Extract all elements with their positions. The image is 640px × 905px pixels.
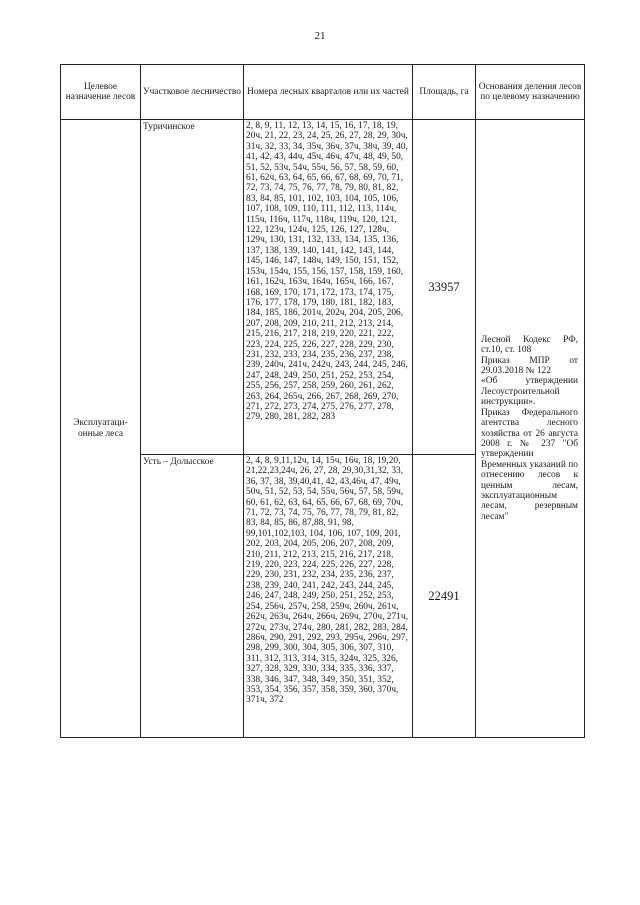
table-row bbox=[61, 120, 585, 455]
page-number: 21 bbox=[314, 30, 326, 42]
forestry-cell: Усть – Долысское bbox=[141, 455, 244, 738]
quarters-cell: 2, 8, 9, 11, 12, 13, 14, 15, 16, 17, 18, 19, 20ч, 21, 22, 23, 24, 25, 26, 27, 28, 29, 30ч, 31ч, 32, 33, 34, 35ч, 36ч, 37ч, 38ч, 39, 40, 41, 42, 43, 44ч, 45ч, 46ч, 47ч, 48, 49, 50, 51, 52, 53ч, 54ч, 55ч, 56, 57, 58, 59, 60, 61, 62ч, 63, 64, 65, 66, 67, 68, 69, 70, 71, 72, 73, 74, 75, 76, 77, 78, 79, 80, 81, 82, 83, 84, 85, 101, 102, 103, 104, 105, 106, 107, 108, 109, 110, 111, 112, 113, 114ч, 115ч, 116ч, 117ч, 118ч, 119ч, 120, 121, 122, 123ч, 124ч, 125, 126, 127, 128ч, 129ч, 130, 131, 132, 133, 134, 135, 136, 137, 138, 139, 140, 141, 142, 143, 144, 145, 146, 147, 148ч, 149, 150, 151, 152, 153ч, 154ч, 155, 156, 157, 158, 159, 160, 161, 162ч, 163ч, 164ч, 165ч, 166, 167, 168, 169, 170, 171, 172, 173, 174, 175, 176, 177, 178, 179, 180, 181, 182, 183, 184, 185, 186, 201ч, 202ч, 204, 205, 206, 207, 208, 209, 210, 211, 212, 213, 214, 215, 216, 217, 218, 219, 220, 221, 222, 223, 224, 225, 226, 227, 228, 229, 230, 231, 232, 233, 234, 235, 236, 237, 238, 239, 240ч, 241ч, 242ч, 243, 244, 245, 246, 247, 248, 249, 250, 251, 252, 253, 254, 255, 256, 257, 258, 259, 260, 261, 262, 263, 264, 265ч, 266, 267, 268, 269, 270, 271, 272, 273, 274, 275, 276, 277, 278, 279, 280, 281, 282, 283 bbox=[244, 120, 413, 455]
area-cell: 22491 bbox=[413, 455, 476, 738]
basis-line: Лесной Кодекс РФ, ст.10, ст. 108 bbox=[481, 334, 578, 356]
purpose-cell: Эксплуатаци-онные леса bbox=[61, 120, 141, 738]
area-cell: 33957 bbox=[413, 120, 476, 455]
header-area: Площадь, га bbox=[413, 65, 476, 120]
header-quarters: Номера лесных кварталов или их частей bbox=[244, 65, 413, 120]
basis-line: Приказ Федерального агентства лесного хозяйства от 26 августа 2008 г. № 237 "Об утверждении Временных указаний по отнесению лесов к ценным лесам, эксплуатационным лесам, резервным лесам" bbox=[481, 407, 578, 522]
header-basis: Основания деления лесов по целевому назначению bbox=[476, 65, 585, 120]
basis-line: Приказ МПР от 29.03.2018 № 122 bbox=[481, 355, 578, 377]
header-purpose: Целевое назначение лесов bbox=[61, 65, 141, 120]
basis-line: «Об утверждении Лесоустроительной инструкции». bbox=[481, 376, 578, 408]
basis-cell bbox=[476, 120, 585, 738]
table-header-row bbox=[61, 65, 585, 120]
header-forestry: Участковое лесничество bbox=[141, 65, 244, 120]
quarters-cell: 2, 4, 8, 9,11,12ч, 14, 15ч, 16ч, 18, 19,20, 21,22,23,24ч, 26, 27, 28, 29,30,31,32, 33, 36, 37, 38, 39,40,41, 42, 43,46ч, 47, 49ч, 50ч, 51, 52, 53, 54, 55ч, 56ч, 57, 58, 59ч, 60, 61, 62, 63, 64, 65, 66, 67, 68, 69, 70ч, 71, 72, 73, 74, 75, 76, 77, 78, 79, 81, 82, 83, 84, 85, 86, 87,88, 91, 98, 99,101,102,103, 104, 106, 107, 109, 201, 202, 203, 204, 205, 206, 207, 208, 209, 210, 211, 212, 213, 215, 216, 217, 218, 219, 220, 223, 224, 225, 226, 227, 228, 229, 230, 231, 232, 234, 235, 236, 237, 238, 239, 240, 241, 242, 243, 244, 245, 246, 247, 248, 249, 250, 251, 252, 253, 254, 256ч, 257ч, 258, 259ч, 260ч, 261ч, 262ч, 263ч, 264ч, 266ч, 269ч, 270ч, 271ч, 272ч, 273ч, 274ч, 280, 281, 282, 283, 284, 286ч, 290, 291, 292, 293, 295ч, 296ч, 297, 298, 299, 300, 304, 305, 306, 307, 310, 311, 312, 313, 314, 315, 324ч, 325, 326, 327, 328, 329, 330, 334, 335, 336, 337, 338, 346, 347, 348, 349, 350, 351, 352, 353, 354, 356, 357, 358, 359, 360, 370ч, 371ч, 372 bbox=[244, 455, 413, 738]
forestry-cell: Туричинское bbox=[141, 120, 244, 455]
forest-purpose-table bbox=[60, 64, 585, 738]
